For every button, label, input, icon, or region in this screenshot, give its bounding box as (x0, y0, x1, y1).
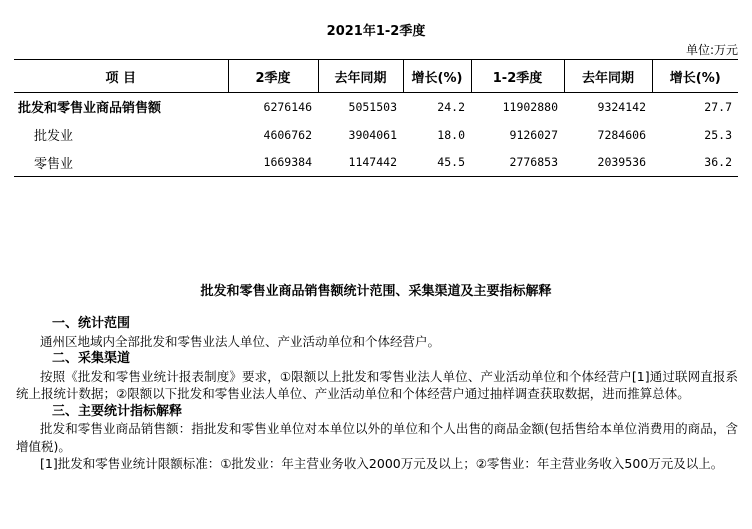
header-h1: 1-2季度 (471, 60, 564, 93)
section2-heading: 二、采集渠道 (52, 351, 131, 366)
cell-q2: 4606762 (263, 127, 312, 142)
unit-label: 单位:万元 (685, 43, 738, 57)
cell-h1-prev: 7284606 (597, 127, 646, 142)
cell-h1-prev: 9324142 (597, 99, 646, 114)
row-name: 批发业 (34, 129, 74, 144)
table-row (14, 93, 738, 121)
table-row (14, 121, 738, 149)
section3-heading: 三、主要统计指标解释 (52, 403, 183, 419)
section1-heading: 一、统计范围 (52, 316, 131, 331)
cell-h1: 2776853 (509, 155, 558, 170)
cell-h1: 9126027 (509, 127, 558, 142)
header-q2: 2季度 (228, 60, 318, 93)
cell-h1-prev: 2039536 (597, 155, 646, 170)
cell-q2: 1669384 (263, 155, 312, 170)
cell-q2-growth: 45.5 (437, 155, 465, 170)
row-name: 批发和零售业商品销售额 (18, 101, 162, 117)
section2-text: 按照《批发和零售业统计报表制度》要求，①限额以上批发和零售业法人单位、产业活动单位和个体经营户[1]通过联网直报系统上报统计数据；②限额以下批发和零售业法人单位、产业活动单位和个体经营户通过抽样调查获取数据，进而推算总体。 (16, 368, 738, 401)
notes-body (16, 315, 738, 473)
section1-text: 通州区地域内全部批发和零售业法人单位、产业活动单位和个体经营户。 (40, 333, 441, 349)
cell-q2-growth: 24.2 (437, 99, 465, 114)
row-name: 零售业 (34, 156, 74, 172)
cell-h1-growth: 27.7 (704, 99, 732, 114)
cell-q2: 6276146 (263, 99, 312, 114)
table-header-row (14, 60, 738, 93)
header-h1-prev: 去年同期 (564, 60, 652, 93)
header-h1-growth: 增长(%) (652, 60, 738, 93)
cell-q2-prev: 1147442 (348, 155, 397, 170)
header-q2-growth: 增长(%) (403, 60, 471, 93)
cell-h1-growth: 36.2 (704, 155, 732, 170)
cell-q2-prev: 5051503 (348, 99, 397, 114)
header-q2-prev: 去年同期 (318, 60, 403, 93)
footnote: [1]批发和零售业统计限额标准：①批发业：年主营业务收入2000万元及以上；②零售业：年主营业务收入500万元及以上。 (40, 456, 724, 471)
cell-q2-prev: 3904061 (348, 127, 397, 142)
cell-h1: 11902880 (502, 99, 558, 114)
cell-q2-growth: 18.0 (437, 127, 465, 142)
notes-title: 批发和零售业商品销售额统计范围、采集渠道及主要指标解释 (200, 284, 552, 299)
page-title: 2021年1-2季度 (326, 24, 426, 39)
sales-table (14, 59, 738, 177)
section3-text: 批发和零售业商品销售额：指批发和零售业单位对本单位以外的单位和个人出售的商品金额(包括售给本单位消费用的商品，含增值税)。 (16, 421, 738, 454)
cell-h1-growth: 25.3 (704, 127, 732, 142)
table-row (14, 149, 738, 177)
header-item: 项 目 (105, 70, 137, 86)
